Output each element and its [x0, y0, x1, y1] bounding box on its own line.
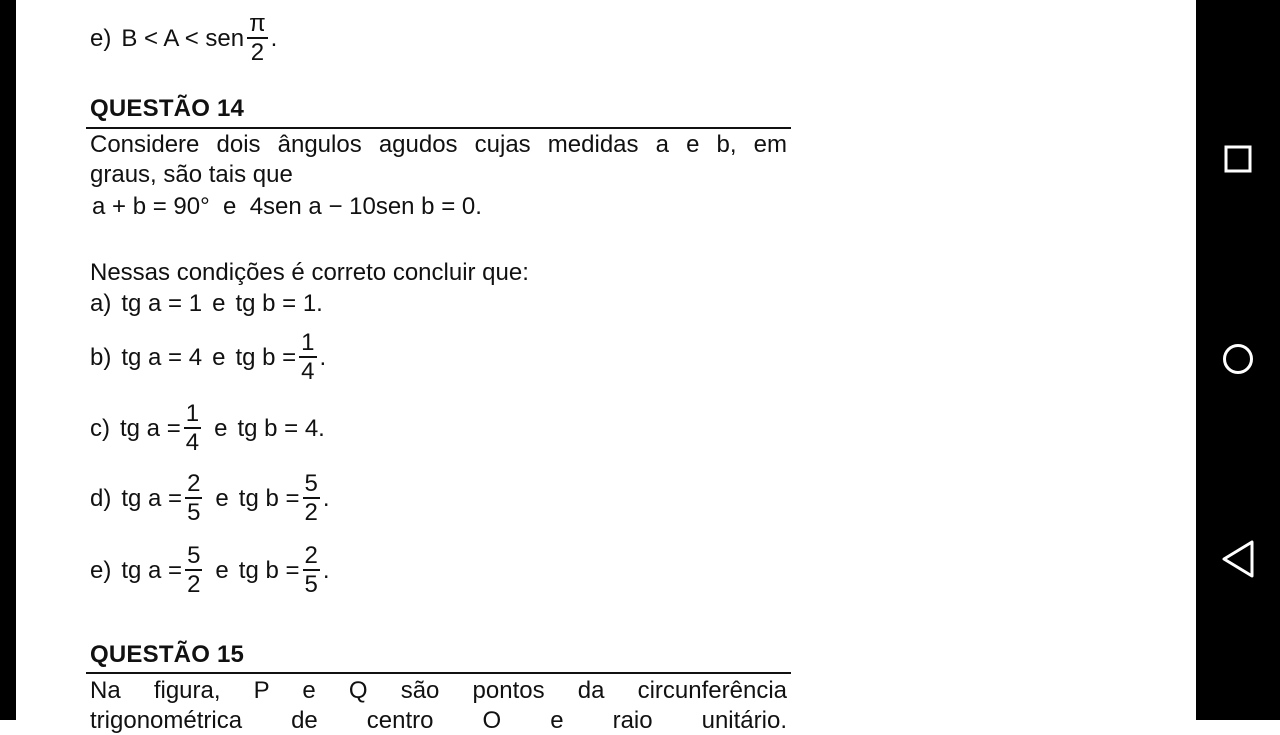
fraction-denominator: 4	[301, 358, 315, 385]
option-label: a)	[90, 290, 112, 317]
back-button[interactable]	[1196, 519, 1280, 599]
fraction-denominator: 2	[250, 39, 265, 66]
question-14-equation: a + b = 90° e 4sen a − 10sen b = 0.	[92, 193, 482, 220]
fraction-numerator: π	[249, 10, 266, 37]
option-right-prefix: tg b =	[235, 343, 297, 371]
question-15-title: QUESTÃO 15	[90, 641, 245, 668]
option-left-prefix: tg a =	[121, 484, 183, 512]
question-14-statement-line2: graus, são tais que	[90, 161, 293, 188]
option-left-prefix: tg a =	[120, 414, 181, 442]
option-right: tg b = 4.	[237, 414, 325, 442]
document-page[interactable]	[16, 0, 1196, 734]
option-left-prefix: tg a =	[121, 556, 183, 584]
question-14-statement-line1: Considere dois ângulos agudos cujas medidas a e b, em	[90, 131, 787, 158]
left-screen-edge	[0, 0, 16, 720]
fraction-denominator: 4	[185, 429, 200, 456]
option-label: b)	[90, 343, 112, 371]
option-tail: .	[270, 24, 278, 52]
option-tail: .	[322, 556, 330, 584]
fraction-numerator: 2	[187, 470, 201, 497]
option-e	[90, 544, 330, 597]
option-label: e)	[90, 24, 112, 52]
fraction-denominator: 2	[187, 571, 201, 598]
question-14-divider	[86, 127, 791, 129]
fraction-numerator: 5	[304, 470, 318, 497]
fraction	[185, 544, 202, 597]
recents-icon	[1223, 144, 1253, 174]
question-15-divider	[86, 672, 791, 674]
option-tail: .	[319, 343, 327, 371]
option-label: d)	[90, 484, 112, 512]
question-14-prompt: Nessas condições é correto concluir que:	[90, 259, 529, 286]
question-15-statement-line2: trigonométrica de centro O e raio unitário.	[90, 707, 787, 734]
fraction	[299, 331, 316, 384]
option-d	[90, 472, 330, 525]
fraction	[303, 544, 320, 597]
option-left: tg a = 4	[121, 343, 203, 371]
option-right: tg b = 1.	[235, 290, 323, 317]
option-right-prefix: tg b =	[238, 556, 300, 584]
fraction	[247, 12, 268, 65]
option-b	[90, 331, 326, 384]
navigation-bar	[1196, 0, 1280, 720]
option-label: e)	[90, 556, 112, 584]
fraction-numerator: 1	[185, 400, 200, 427]
option-c	[90, 402, 325, 455]
option-label: c)	[90, 414, 110, 442]
fraction	[303, 472, 320, 525]
fraction	[185, 472, 202, 525]
option-right-prefix: tg b =	[238, 484, 300, 512]
option-connector: e	[215, 484, 229, 512]
fraction-denominator: 5	[187, 499, 201, 526]
prev-option-e	[90, 12, 277, 65]
fraction-denominator: 2	[304, 499, 318, 526]
question-14-title: QUESTÃO 14	[90, 95, 245, 122]
fraction	[184, 402, 201, 455]
recents-button[interactable]	[1196, 119, 1280, 199]
fraction-numerator: 1	[301, 329, 315, 356]
fraction-numerator: 5	[187, 542, 201, 569]
option-connector: e	[215, 556, 229, 584]
fraction-numerator: 2	[304, 542, 318, 569]
option-expression: B < A < sen	[121, 24, 245, 52]
home-button[interactable]	[1196, 319, 1280, 399]
back-icon	[1220, 539, 1256, 579]
option-left: tg a = 1	[121, 290, 203, 317]
option-connector: e	[212, 290, 226, 317]
option-connector: e	[212, 343, 226, 371]
fraction-denominator: 5	[304, 571, 318, 598]
home-icon	[1221, 342, 1255, 376]
option-tail: .	[322, 484, 330, 512]
option-a	[90, 290, 323, 318]
option-connector: e	[214, 414, 228, 442]
question-15-statement-line1: Na figura, P e Q são pontos da circunferência	[90, 677, 787, 704]
